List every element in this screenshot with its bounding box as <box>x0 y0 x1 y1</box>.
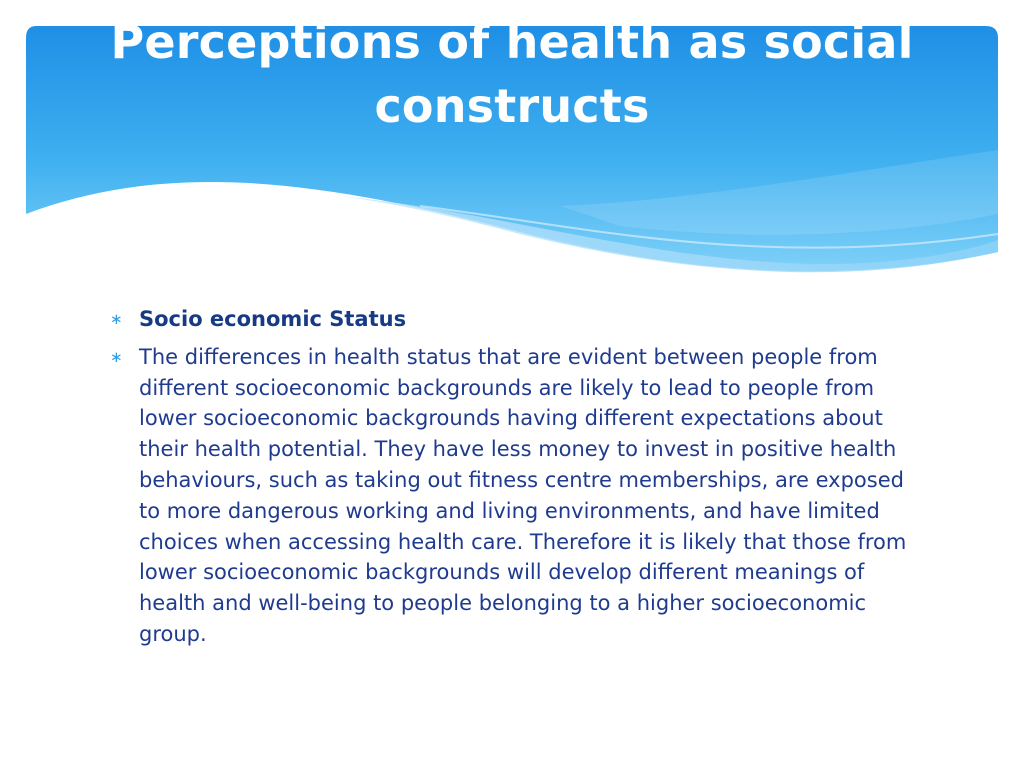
bullet-heading-text: Socio economic Status <box>139 307 407 331</box>
bullet-list <box>104 304 920 657</box>
slide-title: Perceptions of health as social constructs <box>110 15 914 133</box>
bullet-item-body <box>104 342 920 650</box>
bullet-item-heading <box>104 304 920 335</box>
bullet-body-text: The differences in health status that are evident between people from different socioeconomic backgrounds are likely to lead to people from lower socioeconomic backgrounds having different expectations about their health potential. They have less money to invest in positive health behaviours, such as taking out fitness centre memberships, are exposed to more dangerous working and living environments, and have limited choices when accessing health care. Therefore it is likely that those from lower socioeconomic backgrounds will develop different meanings of health and well-being to people belonging to a higher socioeconomic group. <box>139 344 907 646</box>
asterisk-bullet-icon: ∗ <box>110 347 123 366</box>
asterisk-bullet-icon: ∗ <box>110 310 123 328</box>
